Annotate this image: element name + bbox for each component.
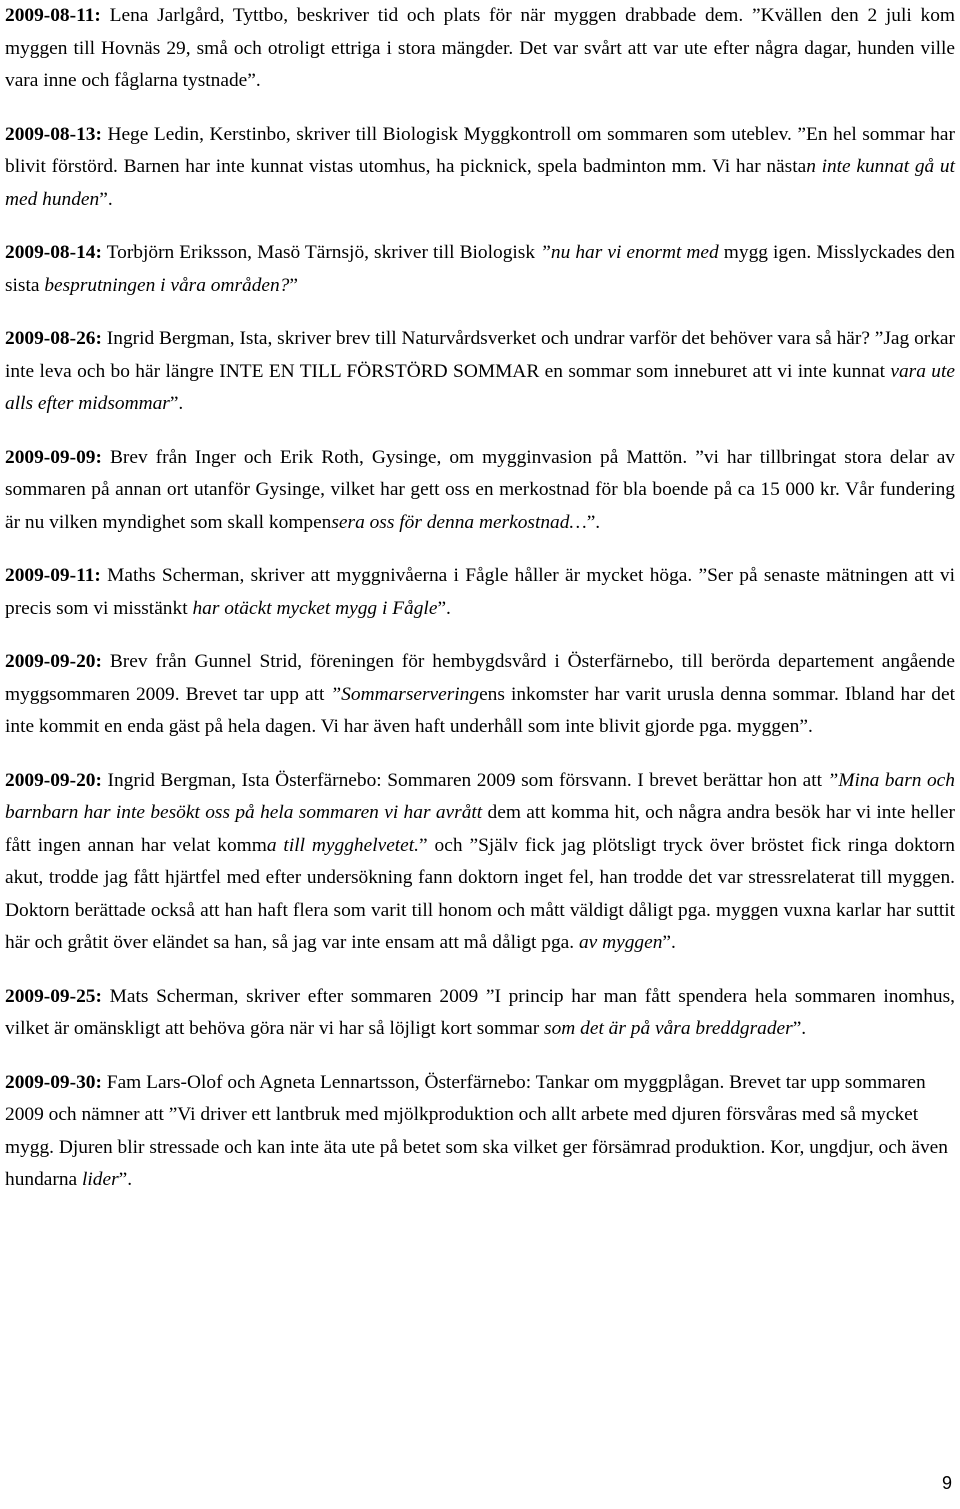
entry-text: Mats Scherman, skriver efter sommaren 2009 ”I princip har man fått spendera hela sommaren inomhus, vilket är omänskligt att behöva göra när vi har så löjligt kort sommar: [5, 985, 955, 1039]
entry-date: 2009-09-30:: [5, 1071, 102, 1093]
entry-text: ” och ”Själv fick jag plötsligt tryck över bröstet fick ringa doktorn akut, trodde jag fått hjärtfel med efter undersökning fann doktorn inget fel, han trodde det var stressrelaterat till myggen. Doktorn berättade också att han haft flera som varit till honom och mått väldigt dåligt pga. myggen vuxna karlar har suttit här och gråtit över eländet sa han, så jag var inte ensam att må dåligt pga.: [5, 834, 955, 953]
page-number: 9: [941, 1473, 952, 1493]
entry-quote-italic: a till mygghelvetet.: [266, 834, 420, 856]
entry-text: Hege Ledin, Kerstinbo, skriver till Biologisk Myggkontroll om sommaren som uteblev. ”En hel sommar har blivit förstörd. Barnen har inte kunnat vistas utomhus, ha picknick, spela badminton mm. Vi har nästa: [5, 123, 955, 177]
entry-text: ”.: [118, 1169, 133, 1190]
journal-entry: [5, 560, 955, 625]
entry-date: 2009-09-20:: [5, 651, 102, 672]
entry-text: mygg igen. Misslyckades den sista: [5, 242, 955, 296]
entry-text: ”.: [662, 932, 676, 953]
journal-entry: [5, 0, 955, 98]
entry-text: Ingrid Bergman, Ista Österfärnebo: Sommaren 2009 som försvann. I brevet berättar hon att: [101, 769, 828, 791]
entry-date: 2009-08-14:: [5, 242, 102, 263]
entry-date: 2009-09-25:: [5, 985, 102, 1007]
entry-text: ”.: [437, 597, 451, 619]
journal-entry: [5, 981, 955, 1046]
entry-text: Fam Lars-Olof och Agneta Lennartsson, Österfärnebo: Tankar om myggplågan. Brevet tar upp sommaren 2009 och nämner att ”Vi driver ett lantbruk med mjölkproduktion och allt arbete med djuren försvåras med så mycket mygg. Djuren blir stressade och kan inte äta ute på betet som ska vilket ger försämrad produktion. Kor, ungdjur, och även hundarna: [5, 1071, 948, 1190]
entry-text: Ingrid Bergman, Ista, skriver brev till Naturvårdsverket och undrar varför det behöver vara så här? ”Jag orkar inte leva och bo här längre INTE EN TILL FÖRSTÖRD SOMMAR en sommar som inneburet att vi inte kunnat: [5, 328, 955, 382]
journal-entry: [5, 442, 955, 540]
entry-date: 2009-08-13:: [5, 123, 102, 145]
journal-entry: [5, 1067, 955, 1197]
entry-text: Lena Jarlgård, Tyttbo, beskriver tid och plats för när myggen drabbade dem. ”Kvällen den 2 juli kom myggen till Hovnäs 29, små och otroligt ettriga i stora mängder. Det var svårt att var ute efter några dagar, hunden ville vara inne och fåglarna tystnade”.: [5, 5, 955, 91]
entry-text: ”: [289, 274, 298, 296]
entry-quote-italic: vara ute alls efter midsommar: [5, 360, 955, 414]
journal-entry: [5, 323, 955, 421]
entry-quote-italic: sera oss för denna merkostnad…: [331, 511, 587, 533]
entry-text: ”.: [792, 1018, 807, 1039]
entry-text: Maths Scherman, skriver att myggnivåerna i Fågle håller är mycket höga. ”Ser på senaste mätningen att vi precis som vi misstänkt: [5, 565, 955, 619]
entry-quote-italic: har otäckt mycket mygg i Fågle: [192, 597, 438, 619]
journal-entry: [5, 119, 955, 217]
entry-date: 2009-08-26:: [5, 328, 102, 349]
entry-text: Brev från Gunnel Strid, föreningen för hembygdsvård i Österfärnebo, till berörda departement angående myggsommaren 2009. Brevet tar upp att: [5, 651, 955, 705]
entry-date: 2009-09-20:: [5, 769, 102, 791]
document-body: [5, 0, 955, 1218]
entry-text: ”.: [99, 188, 113, 210]
entry-text: ”.: [586, 511, 601, 533]
entry-quote-italic: lider: [82, 1169, 119, 1190]
journal-entry: [5, 646, 955, 744]
entry-quote-italic: besprutningen i våra områden?: [44, 274, 290, 296]
entry-date: 2009-08-11:: [5, 5, 101, 26]
entry-text: Torbjörn Eriksson, Masö Tärnsjö, skriver till Biologisk: [101, 242, 541, 263]
entry-quote-italic: ”Mina barn och barnbarn har inte besökt oss på hela sommaren vi har avrått: [5, 769, 955, 823]
entry-text: Brev från Inger och Erik Roth, Gysinge, om mygginvasion på Mattön. ”vi har tillbringat stora delar av sommaren på annan ort utanför Gysinge, vilket har gett oss en merkostnad för bla boende på ca 15 000 kr. Vår fundering är nu vilken myndighet som skall kompen: [5, 446, 955, 533]
entry-date: 2009-09-11:: [5, 565, 101, 586]
entry-text: dem att komma hit, och några andra besök har vi inte heller fått ingen annan har velat komm: [5, 802, 955, 856]
entry-quote-italic: av myggen: [578, 932, 663, 953]
journal-entry: [5, 237, 955, 302]
entry-quote-italic: ”nu har vi enormt med: [540, 242, 719, 263]
entry-quote-italic: n inte kunnat gå ut med hunden: [5, 156, 955, 210]
entry-date: 2009-09-09:: [5, 446, 102, 468]
entry-text: ”.: [169, 393, 184, 414]
entry-quote-italic: som det är på våra breddgrader: [544, 1018, 793, 1039]
entry-text: ens inkomster har varit urusla denna sommar. Ibland har det inte kommit en enda gäst på hela dagen. Vi har även haft underhåll som inte blivit gjorde pga. myggen”.: [5, 683, 955, 737]
entry-quote-italic: ”Sommarservering: [330, 683, 480, 705]
journal-entry: [5, 765, 955, 960]
